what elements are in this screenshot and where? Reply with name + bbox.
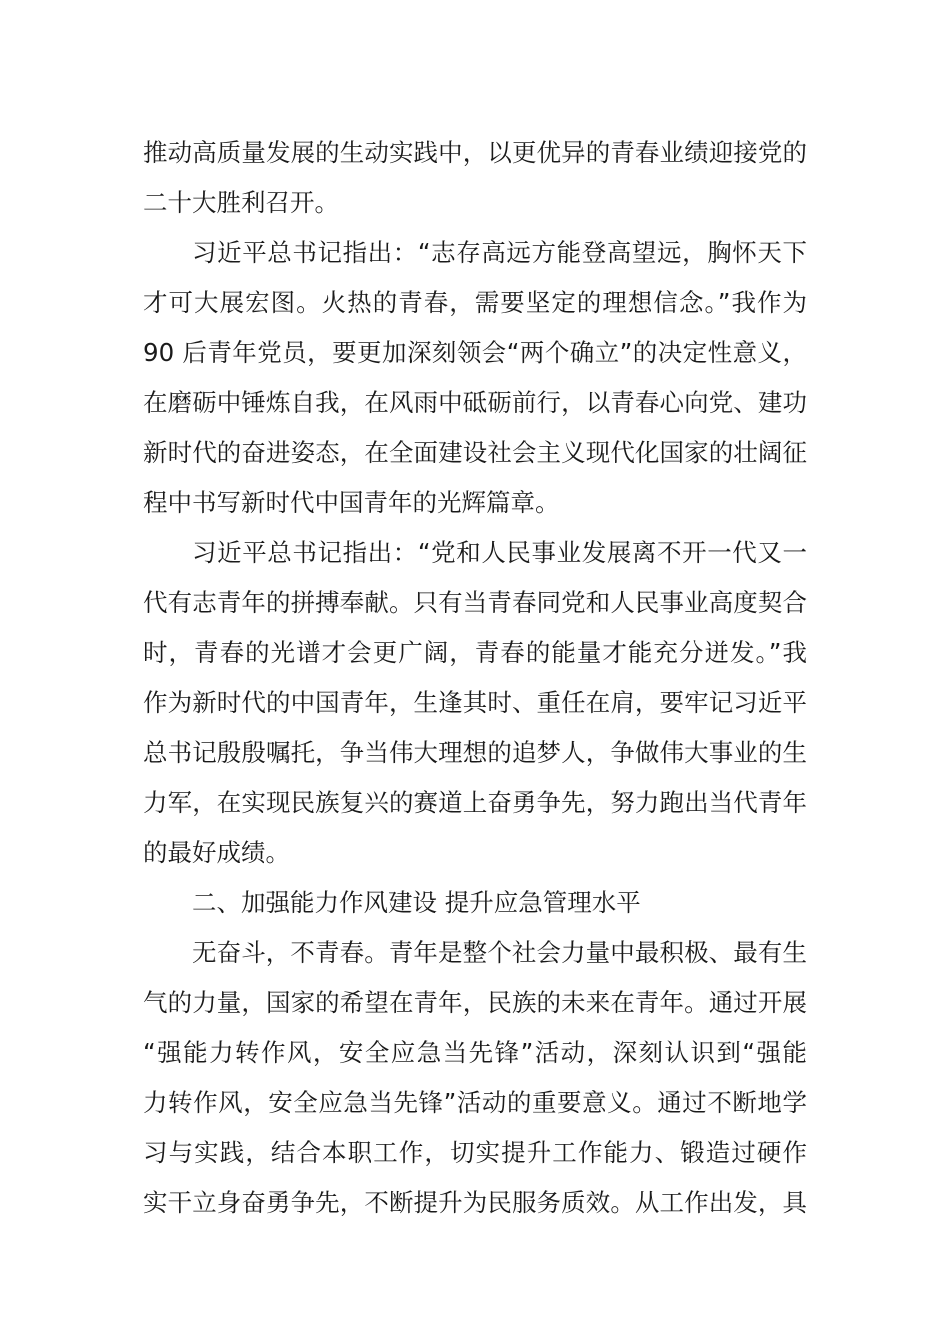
text-line: 作为新时代的中国青年，生逢其时、重任在肩，要牢记习近平	[143, 688, 807, 717]
text-line: 代有志青年的拼搏奉献。只有当青春同党和人民事业高度契合	[143, 588, 807, 617]
text-line: 总书记殷殷嘱托，争当伟大理想的追梦人，争做伟大事业的生	[143, 738, 807, 767]
text-line: 在磨砺中锤炼自我，在风雨中砥砺前行，以青春心向党、建功	[143, 388, 807, 417]
text-line: 实干立身奋勇争先，不断提升为民服务质效。从工作出发，具	[143, 1188, 807, 1217]
document-body	[143, 128, 807, 1228]
text-line: 时，青春的光谱才会更广阔，青春的能量才能充分迸发。”我	[143, 638, 807, 667]
text-line: 气的力量，国家的希望在青年，民族的未来在青年。通过开展	[143, 988, 807, 1017]
text-line: 才可大展宏图。火热的青春，需要坚定的理想信念。”我作为	[143, 288, 807, 317]
text-line: 力转作风，安全应急当先锋”活动的重要意义。通过不断地学	[143, 1088, 807, 1117]
text-line: 习近平总书记指出：“志存高远方能登高望远，胸怀天下	[192, 238, 807, 267]
text-line: 程中书写新时代中国青年的光辉篇章。	[143, 488, 560, 517]
text-line: 新时代的奋进姿态，在全面建设社会主义现代化国家的壮阔征	[143, 438, 807, 467]
text-line: “强能力转作风，安全应急当先锋”活动，深刻认识到“强能	[143, 1038, 807, 1067]
text-line: 二十大胜利召开。	[143, 188, 339, 217]
section-heading: 二、加强能力作风建设 提升应急管理水平	[192, 888, 641, 917]
text-line: 的最好成绩。	[143, 838, 290, 867]
text-line: 习与实践，结合本职工作，切实提升工作能力、锻造过硬作	[143, 1138, 807, 1167]
text-line: 习近平总书记指出：“党和人民事业发展离不开一代又一	[192, 538, 807, 567]
text-line: 推动高质量发展的生动实践中，以更优异的青春业绩迎接党的	[143, 138, 807, 167]
text-line: 90 后青年党员，要更加深刻领会“两个确立”的决定性意义，	[143, 338, 807, 367]
text-line: 力军，在实现民族复兴的赛道上奋勇争先，努力跑出当代青年	[143, 788, 807, 817]
text-line: 无奋斗，不青春。青年是整个社会力量中最积极、最有生	[192, 938, 807, 967]
